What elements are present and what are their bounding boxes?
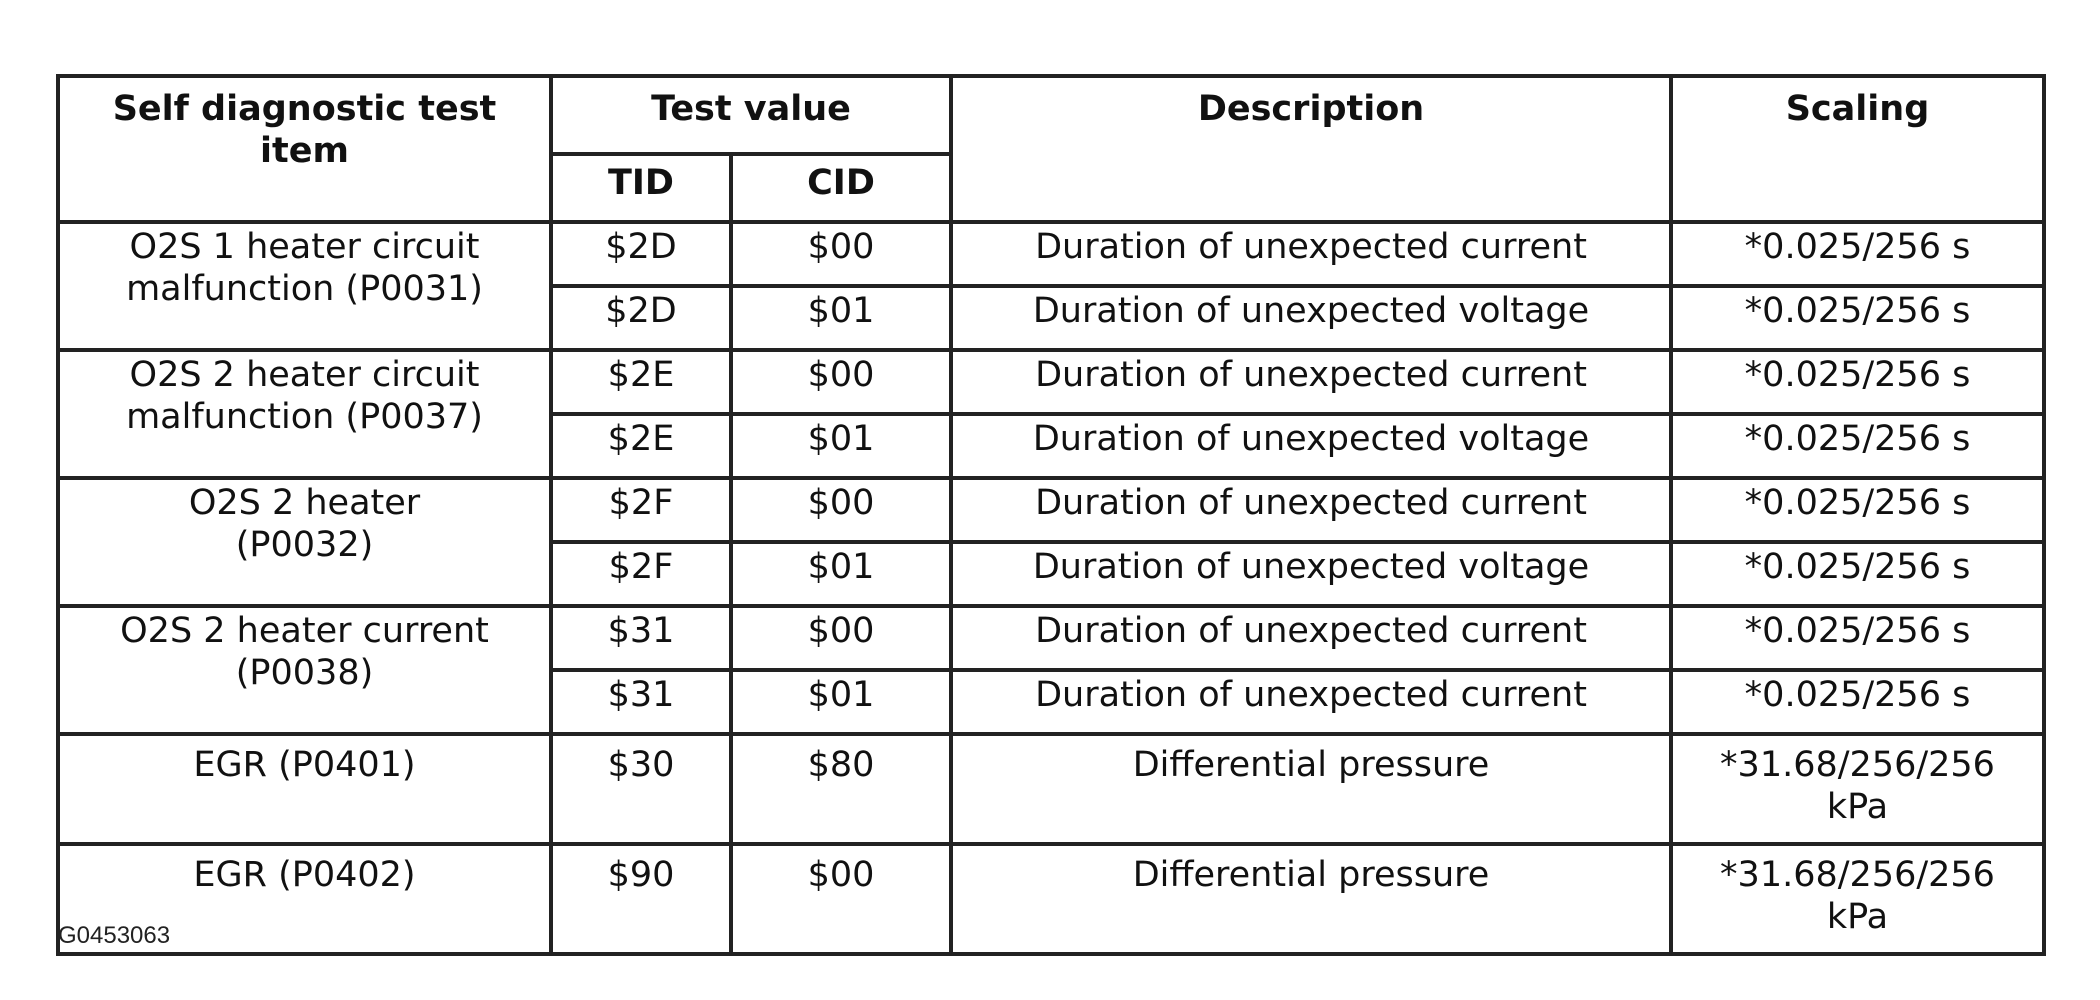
tid-cell: $2E	[551, 350, 731, 414]
header-row	[58, 76, 2044, 154]
table-row	[58, 844, 2044, 954]
header-scaling: Scaling	[1671, 76, 2044, 222]
tid-cell: $90	[551, 844, 731, 954]
scaling-cell: *0.025/256 s	[1671, 286, 2044, 350]
cid-cell: $00	[731, 222, 951, 286]
table-row	[58, 350, 2044, 414]
tid-cell: $2F	[551, 542, 731, 606]
description-cell: Duration of unexpected current	[951, 606, 1671, 670]
description-cell: Duration of unexpected voltage	[951, 542, 1671, 606]
description-cell: Duration of unexpected current	[951, 670, 1671, 734]
scaling-cell: *0.025/256 s	[1671, 350, 2044, 414]
scaling-cell: *31.68/256/256 kPa	[1671, 844, 2044, 954]
scaling-cell: *0.025/256 s	[1671, 222, 2044, 286]
header-test-value: Test value	[551, 76, 951, 154]
table-row	[58, 606, 2044, 670]
description-cell: Duration of unexpected current	[951, 222, 1671, 286]
scaling-cell: *0.025/256 s	[1671, 478, 2044, 542]
scaling-cell: *0.025/256 s	[1671, 606, 2044, 670]
test-item-cell: EGR (P0402)	[58, 844, 551, 954]
figure-code: G0453063	[58, 922, 171, 949]
scaling-cell: *0.025/256 s	[1671, 670, 2044, 734]
scaling-cell: *0.025/256 s	[1671, 414, 2044, 478]
cid-cell: $01	[731, 542, 951, 606]
header-tid: TID	[551, 154, 731, 222]
test-item-cell: O2S 1 heater circuit malfunction (P0031)	[58, 222, 551, 350]
table-row	[58, 222, 2044, 286]
test-item-cell: O2S 2 heater current (P0038)	[58, 606, 551, 734]
cid-cell: $01	[731, 670, 951, 734]
table-row	[58, 734, 2044, 844]
tid-cell: $2E	[551, 414, 731, 478]
diagnostic-test-table	[56, 74, 2046, 956]
table-row	[58, 478, 2044, 542]
cid-cell: $80	[731, 734, 951, 844]
test-item-cell: O2S 2 heater (P0032)	[58, 478, 551, 606]
cid-cell: $00	[731, 606, 951, 670]
tid-cell: $31	[551, 606, 731, 670]
scaling-cell: *31.68/256/256 kPa	[1671, 734, 2044, 844]
header-self-diagnostic-test-item: Self diagnostic test item	[58, 76, 551, 222]
table-body	[58, 222, 2044, 954]
cid-cell: $00	[731, 350, 951, 414]
header-description: Description	[951, 76, 1671, 222]
description-cell: Duration of unexpected current	[951, 478, 1671, 542]
description-cell: Differential pressure	[951, 734, 1671, 844]
description-cell: Differential pressure	[951, 844, 1671, 954]
tid-cell: $2D	[551, 286, 731, 350]
tid-cell: $2D	[551, 222, 731, 286]
description-cell: Duration of unexpected voltage	[951, 414, 1671, 478]
cid-cell: $01	[731, 286, 951, 350]
description-cell: Duration of unexpected voltage	[951, 286, 1671, 350]
tid-cell: $31	[551, 670, 731, 734]
table-header	[58, 76, 2044, 222]
description-cell: Duration of unexpected current	[951, 350, 1671, 414]
tid-cell: $30	[551, 734, 731, 844]
test-item-cell: EGR (P0401)	[58, 734, 551, 844]
test-item-cell: O2S 2 heater circuit malfunction (P0037)	[58, 350, 551, 478]
cid-cell: $00	[731, 844, 951, 954]
cid-cell: $00	[731, 478, 951, 542]
header-cid: CID	[731, 154, 951, 222]
cid-cell: $01	[731, 414, 951, 478]
scaling-cell: *0.025/256 s	[1671, 542, 2044, 606]
tid-cell: $2F	[551, 478, 731, 542]
